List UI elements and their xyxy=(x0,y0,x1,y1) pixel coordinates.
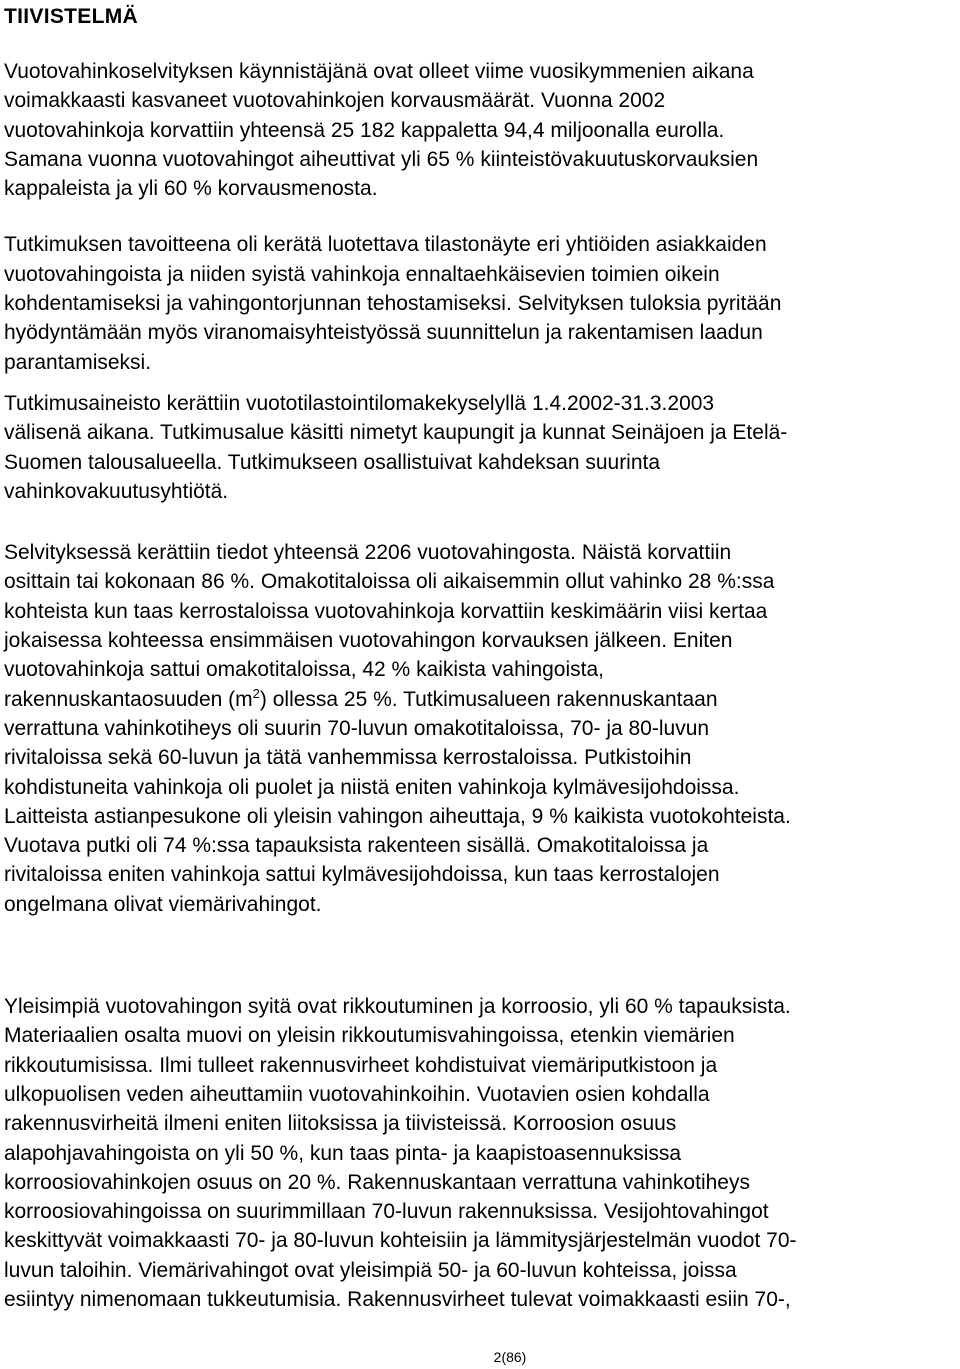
text-line: hyödyntämään myös viranomaisyhteistyössä suunnittelun ja rakentamisen laadun xyxy=(4,321,763,345)
text-segment: rakennuskantaosuuden (m xyxy=(4,687,253,711)
text-line: keskittyvät voimakkaasti 70- ja 80-luvun kohteisiin ja lämmitysjärjestelmän vuodot 70- xyxy=(4,1229,797,1253)
text-line: rikkoutumisissa. Ilmi tulleet rakennusvirheet kohdistuivat viemäriputkistoon ja xyxy=(4,1053,718,1077)
text-line: luvun taloihin. Viemärivahingot ovat yleisimpiä 50- ja 60-luvun kohteissa, joissa xyxy=(4,1258,737,1282)
text-line: Laitteista astianpesukone oli yleisin vahingon aiheuttaja, 9 % kaikista vuotokohteista. xyxy=(4,804,791,828)
text-line: vahinkovakuutusyhtiötä. xyxy=(4,479,229,503)
text-line: rakennusvirheitä ilmeni eniten liitoksissa ja tiivisteissä. Korroosion osuus xyxy=(4,1112,677,1136)
text-line: ongelmana olivat viemärivahingot. xyxy=(4,892,322,916)
text-line: osittain tai kokonaan 86 %. Omakotitaloissa oli aikaisemmin ollut vahinko 28 %:ssa xyxy=(4,570,775,594)
text-line-with-superscript xyxy=(4,685,956,714)
paragraph-intro xyxy=(4,57,956,203)
superscript: 2 xyxy=(252,685,260,701)
text-line: Yleisimpiä vuotovahingon syitä ovat rikkoutuminen ja korroosio, yli 60 % tapauksista. xyxy=(4,995,791,1019)
page-footer xyxy=(0,1349,960,1365)
text-line: rivitaloissa eniten vahinkoja sattui kylmävesijohdoissa, kun taas kerrostalojen xyxy=(4,863,720,887)
page-title: TIIVISTELMÄ xyxy=(4,5,138,28)
text-line: parantamiseksi. xyxy=(4,350,152,374)
text-line: Samana vuonna vuotovahingot aiheuttivat yli 65 % kiinteistövakuutuskorvauksien xyxy=(4,147,759,171)
text-line: rivitaloissa sekä 60-luvun ja tätä vanhemmissa kerrostaloissa. Putkistoihin xyxy=(4,746,692,770)
text-line: Tutkimusaineisto kerättiin vuototilastointilomakekyselyllä 1.4.2002-31.3.2003 xyxy=(4,391,715,415)
paragraph-material xyxy=(4,389,956,506)
paragraph-goals xyxy=(4,230,956,376)
text-segment: ) ollessa 25 %. Tutkimusalueen rakennuskantaan xyxy=(259,687,718,711)
text-line: voimakkaasti kasvaneet vuotovahinkojen korvausmäärät. Vuonna 2002 xyxy=(4,89,666,113)
paragraph-results xyxy=(4,538,956,919)
text-line: Suomen talousalueella. Tutkimukseen osallistuivat kahdeksan suurinta xyxy=(4,450,661,474)
text-line: Selvityksessä kerättiin tiedot yhteensä 2206 vuotovahingosta. Näistä korvattiin xyxy=(4,541,732,565)
text-line: kohteista kun taas kerrostaloissa vuotovahinkoja korvattiin keskimäärin viisi kertaa xyxy=(4,599,768,623)
text-line: kohdentamiseksi ja vahingontorjunnan tehostamiseksi. Selvityksen tuloksia pyritään xyxy=(4,292,782,316)
text-line: Materiaalien osalta muovi on yleisin rikkoutumisvahingoissa, etenkin viemärien xyxy=(4,1024,735,1048)
text-line: Tutkimuksen tavoitteena oli kerätä luotettava tilastonäyte eri yhtiöiden asiakkaiden xyxy=(4,233,767,257)
document-page xyxy=(4,0,956,1314)
paragraph-causes xyxy=(4,992,956,1314)
text-line: Vuotava putki oli 74 %:ssa tapauksista rakenteen sisällä. Omakotitaloissa ja xyxy=(4,834,709,858)
page-number: 2(86) xyxy=(493,1349,527,1365)
text-line: esiintyy nimenomaan tukkeutumisia. Rakennusvirheet tulevat voimakkaasti esiin 70-, xyxy=(4,1287,791,1311)
text-line: jokaisessa kohteessa ensimmäisen vuotovahingon korvauksen jälkeen. Eniten xyxy=(4,629,733,653)
text-line: välisenä aikana. Tutkimusalue käsitti nimetyt kaupungit ja kunnat Seinäjoen ja Etelä- xyxy=(4,421,788,445)
text-line: vuotovahinkoja sattui omakotitaloissa, 42 % kaikista vahingoista, xyxy=(4,658,604,682)
text-line: ulkopuolisen veden aiheuttamiin vuotovahinkoihin. Vuotavien osien kohdalla xyxy=(4,1082,710,1106)
text-line: korroosiovahingoissa on suurimmillaan 70-luvun rakennuksissa. Vesijohtovahingot xyxy=(4,1200,769,1224)
text-line: verrattuna vahinkotiheys oli suurin 70-luvun omakotitaloissa, 70- ja 80-luvun xyxy=(4,716,710,740)
text-line: kohdistuneita vahinkoja oli puolet ja niistä eniten vahinkoja kylmävesijohdoissa. xyxy=(4,775,740,799)
text-line: kappaleista ja yli 60 % korvausmenosta. xyxy=(4,177,378,201)
text-line: korroosiovahinkojen osuus on 20 %. Rakennuskantaan verrattuna vahinkotiheys xyxy=(4,1170,750,1194)
text-line: alapohjavahingoista on yli 50 %, kun taas pinta- ja kaapistoasennuksissa xyxy=(4,1141,682,1165)
text-line: vuotovahingoista ja niiden syistä vahinkoja ennaltaehkäisevien toimien oikein xyxy=(4,262,720,286)
text-line: vuotovahinkoja korvattiin yhteensä 25 182 kappaletta 94,4 miljoonalla eurolla. xyxy=(4,118,725,142)
text-line: Vuotovahinkoselvityksen käynnistäjänä ovat olleet viime vuosikymmenien aikana xyxy=(4,60,754,83)
